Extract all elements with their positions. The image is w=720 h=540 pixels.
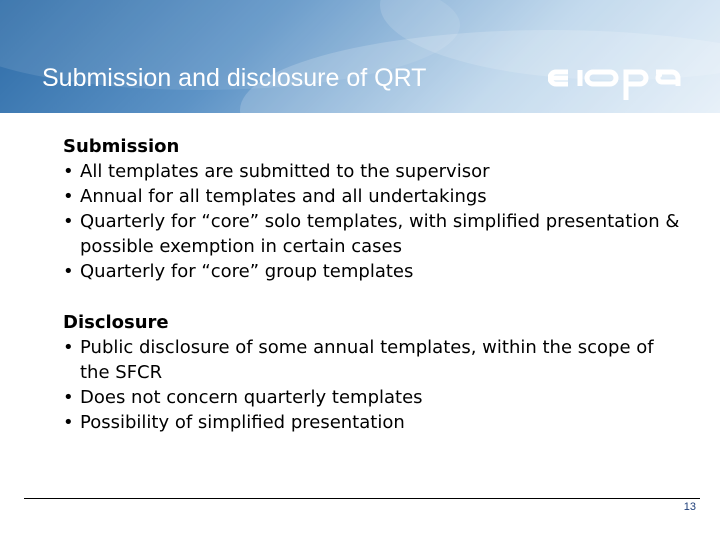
slide-title: Submission and disclosure of QRT (42, 64, 427, 92)
section-spacer (63, 284, 683, 310)
list-item (63, 159, 683, 184)
bullet-text: Possibility of simplified presentation (80, 412, 405, 433)
bullet-text: Annual for all templates and all undertakings (80, 186, 487, 207)
list-item (63, 209, 683, 259)
list-item (63, 184, 683, 209)
list-item (63, 385, 683, 410)
disclosure-heading: Disclosure (63, 312, 169, 333)
bullet-icon: • (63, 161, 74, 182)
slide-body (63, 134, 683, 435)
bullet-text: Does not concern quarterly templates (80, 387, 423, 408)
bullet-text: Quarterly for “core” group templates (80, 261, 414, 282)
disclosure-bullet-list (63, 335, 683, 435)
list-item (63, 410, 683, 435)
bullet-icon: • (63, 387, 74, 408)
bullet-icon: • (63, 211, 74, 232)
bullet-text: All templates are submitted to the supervisor (80, 161, 490, 182)
bullet-text: Public disclosure of some annual templates, within the scope of the SFCR (80, 337, 654, 383)
eiopa-logo (548, 60, 688, 104)
bullet-text: Quarterly for “core” solo templates, with simplified presentation & possible exemption in certain cases (80, 211, 680, 257)
bullet-icon: • (63, 412, 74, 433)
footer-divider (24, 498, 700, 499)
list-item (63, 335, 683, 385)
slide-header-banner (0, 0, 720, 113)
list-item (63, 259, 683, 284)
bullet-icon: • (63, 337, 74, 358)
bullet-icon: • (63, 186, 74, 207)
submission-bullet-list (63, 159, 683, 284)
bullet-icon: • (63, 261, 74, 282)
page-number: 13 (683, 501, 696, 513)
submission-heading: Submission (63, 136, 180, 157)
